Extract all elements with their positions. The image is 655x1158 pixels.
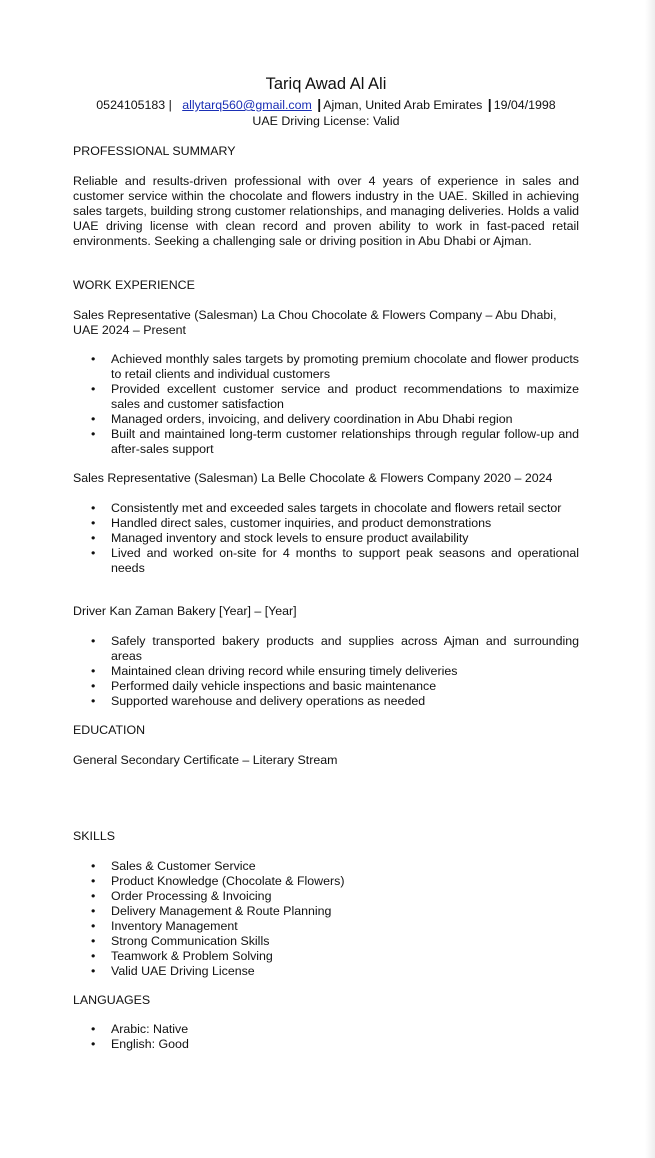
experience-heading: WORK EXPERIENCE bbox=[73, 278, 195, 292]
job-role: Sales Representative (Salesman) bbox=[73, 308, 258, 322]
education-heading: EDUCATION bbox=[73, 723, 146, 737]
list-item: • Inventory Management bbox=[73, 919, 579, 934]
list-item: • Managed orders, invoicing, and delivery coordination in Abu Dhabi region bbox=[73, 412, 579, 427]
email-link[interactable]: allytarq560@gmail.com bbox=[182, 98, 312, 112]
list-item: • Built and maintained long-term customer relationships through regular follow-up and after-sales support bbox=[73, 427, 579, 457]
job-role: Driver bbox=[73, 604, 107, 618]
job-title-3 bbox=[73, 604, 579, 619]
list-item: • Provided excellent customer service and product recommendations to maximize sales and customer satisfaction bbox=[73, 382, 579, 412]
contact-line bbox=[73, 96, 579, 113]
list-item: • Product Knowledge (Chocolate & Flowers) bbox=[73, 874, 579, 889]
page-edge-shade bbox=[645, 0, 655, 1158]
list-item: • Order Processing & Invoicing bbox=[73, 889, 579, 904]
list-item: • Maintained clean driving record while ensuring timely deliveries bbox=[73, 664, 579, 679]
languages-list bbox=[73, 1022, 579, 1052]
job-1-bullets bbox=[73, 352, 579, 457]
list-item: • Managed inventory and stock levels to ensure product availability bbox=[73, 531, 579, 546]
license-value: Valid bbox=[372, 114, 400, 128]
candidate-name: Tariq Awad Al Ali bbox=[265, 75, 387, 93]
job-2-bullets bbox=[73, 501, 579, 576]
job-title-1 bbox=[73, 308, 579, 338]
job-details: La Belle Chocolate & Flowers Company 2020 – 2024 bbox=[261, 471, 553, 485]
phone-number: 0524105183 | bbox=[96, 98, 172, 112]
job-details: La Chou Chocolate & Flowers Company – Abu Dhabi, UAE 2024 – Present bbox=[73, 308, 557, 337]
summary-text: Reliable and results-driven professional with over 4 years of experience in sales and customer service within the chocolate and flowers industry in the UAE. Skilled in achieving sales targets, building strong customer relationships, and managing deliveries. Holds a valid UAE driving license with clean record and proven ability to work in fast-paced retail environments. Seeking a challenging sale or driving position in Abu Dhabi or Ajman. bbox=[73, 174, 579, 248]
resume-header bbox=[73, 74, 579, 129]
summary-heading: PROFESSIONAL SUMMARY bbox=[73, 144, 236, 158]
skills-heading: SKILLS bbox=[73, 829, 116, 843]
job-details: Kan Zaman Bakery [Year] – [Year] bbox=[109, 604, 297, 618]
license-line bbox=[73, 113, 579, 129]
list-item: • Arabic: Native bbox=[73, 1022, 579, 1037]
list-item: • English: Good bbox=[73, 1037, 579, 1052]
list-item: • Valid UAE Driving License bbox=[73, 964, 579, 979]
list-item: • Strong Communication Skills bbox=[73, 934, 579, 949]
separator: | bbox=[487, 96, 492, 112]
list-item: • Safely transported bakery products and supplies across Ajman and surrounding areas bbox=[73, 634, 579, 664]
list-item: • Sales & Customer Service bbox=[73, 859, 579, 874]
separator: | bbox=[317, 96, 322, 112]
job-3-bullets bbox=[73, 634, 579, 709]
education-degree: General Secondary Certificate – Literary Stream bbox=[73, 753, 338, 767]
languages-heading: LANGUAGES bbox=[73, 993, 151, 1007]
skills-list bbox=[73, 859, 579, 979]
list-item: • Consistently met and exceeded sales targets in chocolate and flowers retail sector bbox=[73, 501, 579, 516]
job-title-2 bbox=[73, 471, 579, 486]
license-label: UAE Driving License: bbox=[252, 114, 370, 128]
list-item: • Teamwork & Problem Solving bbox=[73, 949, 579, 964]
list-item: • Lived and worked on-site for 4 months to support peak seasons and operational needs bbox=[73, 546, 579, 576]
list-item: • Achieved monthly sales targets by promoting premium chocolate and flower products to retail clients and individual customers bbox=[73, 352, 579, 382]
location: Ajman, United Arab Emirates bbox=[323, 98, 483, 112]
list-item: • Delivery Management & Route Planning bbox=[73, 904, 579, 919]
list-item: • Supported warehouse and delivery operations as needed bbox=[73, 694, 579, 709]
list-item: • Handled direct sales, customer inquiries, and product demonstrations bbox=[73, 516, 579, 531]
date-of-birth: 19/04/1998 bbox=[493, 98, 556, 112]
list-item: • Performed daily vehicle inspections and basic maintenance bbox=[73, 679, 579, 694]
job-role: Sales Representative (Salesman) bbox=[73, 471, 258, 485]
